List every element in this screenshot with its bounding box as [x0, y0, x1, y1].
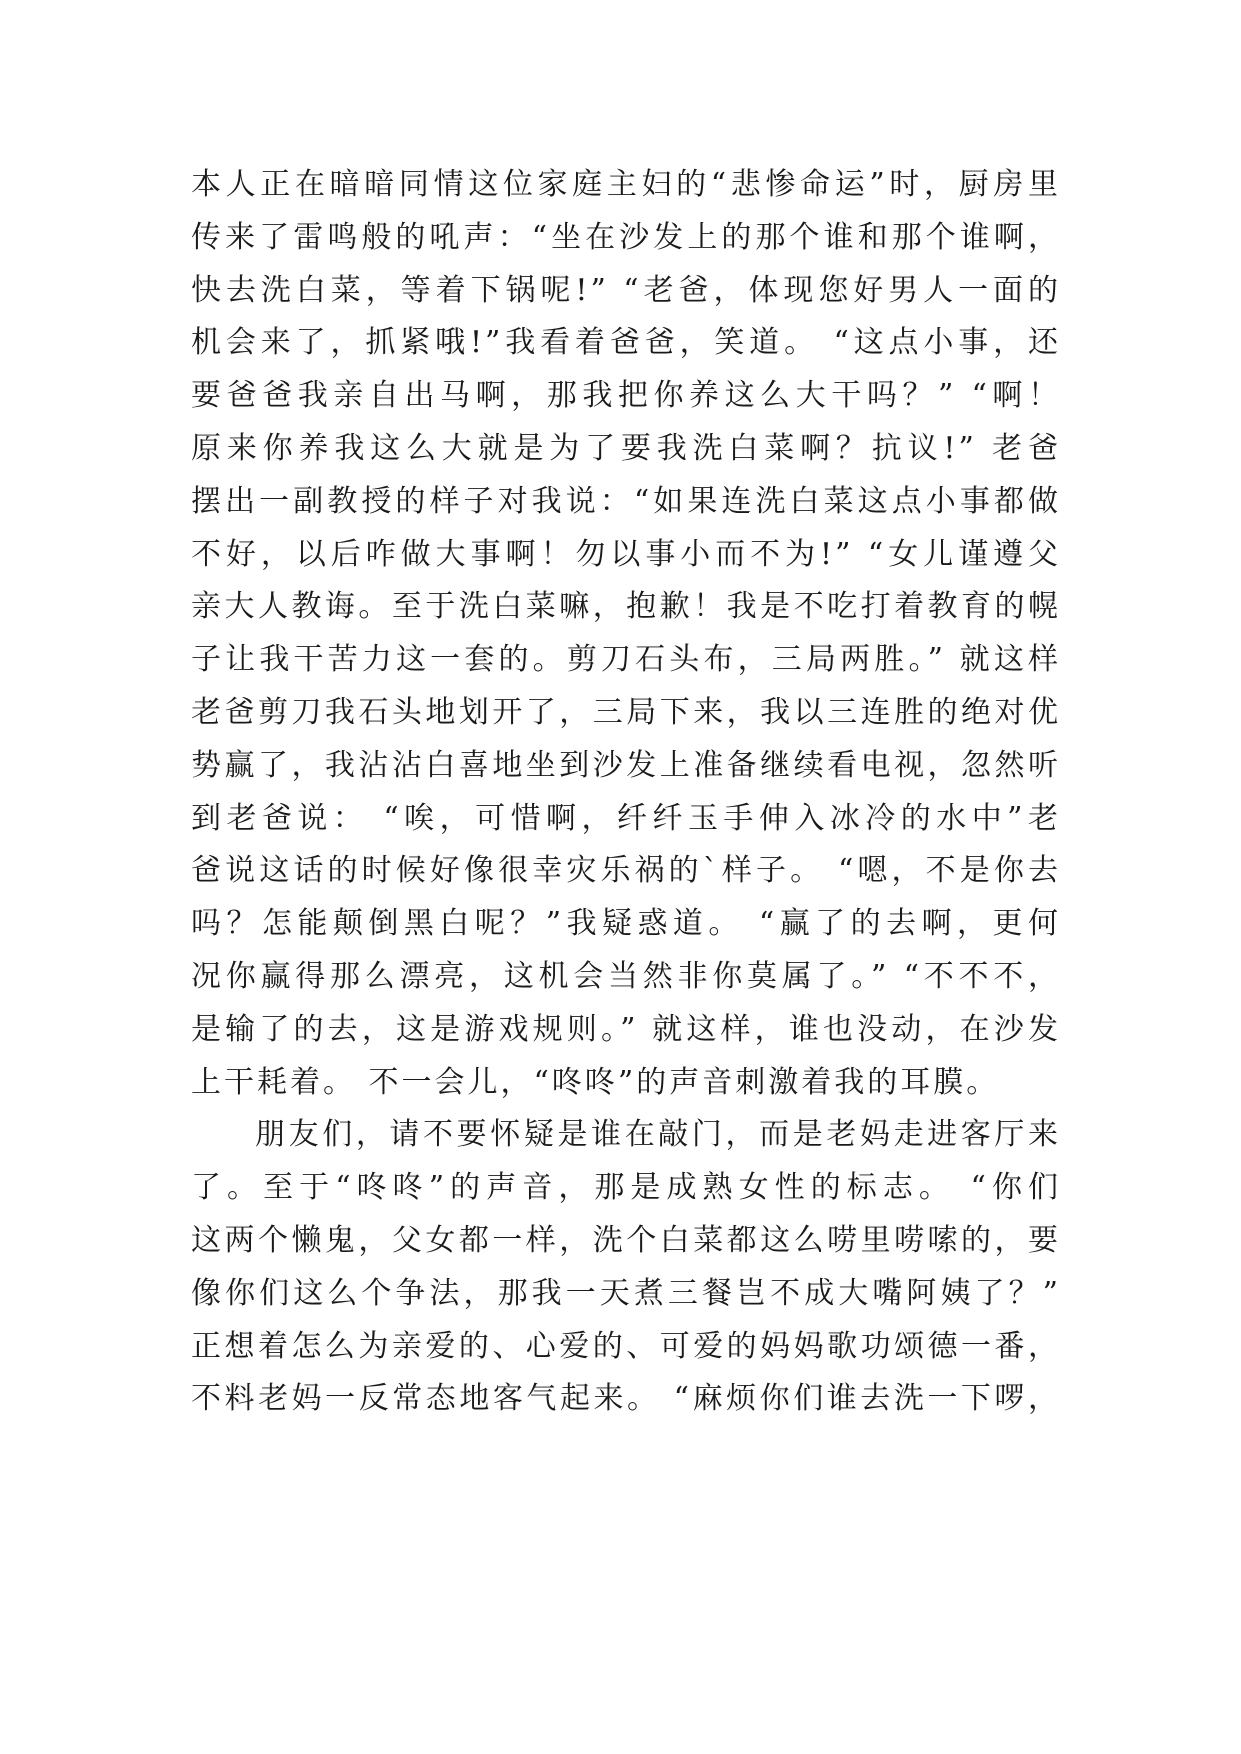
text-line: 朋友们，请不要怀疑是谁在敲门，而是老妈走进客厅来 [255, 1117, 1061, 1153]
text-line: 要爸爸我亲自出马啊，那我把你养这么大干吗？” “啊！ [191, 378, 1061, 414]
text-line: 上干耗着。 不一会儿，“咚咚”的声音刺激着我的耳膜。 [191, 1064, 1000, 1100]
text-line: 正想着怎么为亲爱的、心爱的、可爱的妈妈歌功颂德一番， [191, 1328, 1061, 1364]
text-line: 了。至于“咚咚”的声音，那是成熟女性的标志。 “你们 [191, 1170, 1061, 1206]
text-line: 传来了雷鸣般的吼声：“坐在沙发上的那个谁和那个谁啊， [191, 219, 1061, 255]
text-line: 势赢了，我沾沾白喜地坐到沙发上准备继续看电视，忽然听 [191, 747, 1061, 783]
text-line: 不好，以后咋做大事啊！勿以事小而不为!” “女儿谨遵父 [191, 536, 1061, 572]
text-line: 本人正在暗暗同情这位家庭主妇的“悲惨命运”时，厨房里 [191, 167, 1061, 202]
text-line: 摆出一副教授的样子对我说：“如果连洗白菜这点小事都做 [191, 483, 1061, 519]
document-body [191, 159, 1061, 1426]
text-line: 况你赢得那么漂亮，这机会当然非你莫属了。” “不不不， [191, 958, 1061, 994]
text-line: 子让我干苦力这一套的。剪刀石头布，三局两胜。” 就这样 [191, 642, 1061, 678]
text-line: 到老爸说： “唉，可惜啊，纤纤玉手伸入冰冷的水中”老 [191, 800, 1061, 836]
paragraph-1 [191, 159, 1061, 1109]
text-line: 亲大人教诲。至于洗白菜嘛，抱歉！我是不吃打着教育的幌 [191, 589, 1061, 625]
text-line: 老爸剪刀我石头地划开了，三局下来，我以三连胜的绝对优 [191, 694, 1061, 730]
text-line: 机会来了，抓紧哦!”我看着爸爸，笑道。 “这点小事，还 [191, 325, 1061, 361]
text-line: 像你们这么个争法，那我一天煮三餐岂不成大嘴阿姨了？” [191, 1275, 1061, 1311]
text-line: 快去洗白菜，等着下锅呢!” “老爸，体现您好男人一面的 [191, 272, 1061, 308]
text-line: 爸说这话的时候好像很幸灾乐祸的`样子。 “嗯，不是你去 [191, 853, 1061, 889]
text-line: 不料老妈一反常态地客气起来。 “麻烦你们谁去洗一下啰， [191, 1381, 1061, 1417]
text-line: 是输了的去，这是游戏规则。” 就这样，谁也没动，在沙发 [191, 1011, 1061, 1047]
paragraph-2 [191, 1109, 1061, 1426]
text-line: 原来你养我这么大就是为了要我洗白菜啊？抗议!” 老爸 [191, 430, 1061, 466]
text-line: 这两个懒鬼，父女都一样，洗个白菜都这么唠里唠嗦的，要 [191, 1222, 1061, 1258]
text-line: 吗？怎能颠倒黑白呢？”我疑惑道。 “赢了的去啊，更何 [191, 906, 1061, 942]
